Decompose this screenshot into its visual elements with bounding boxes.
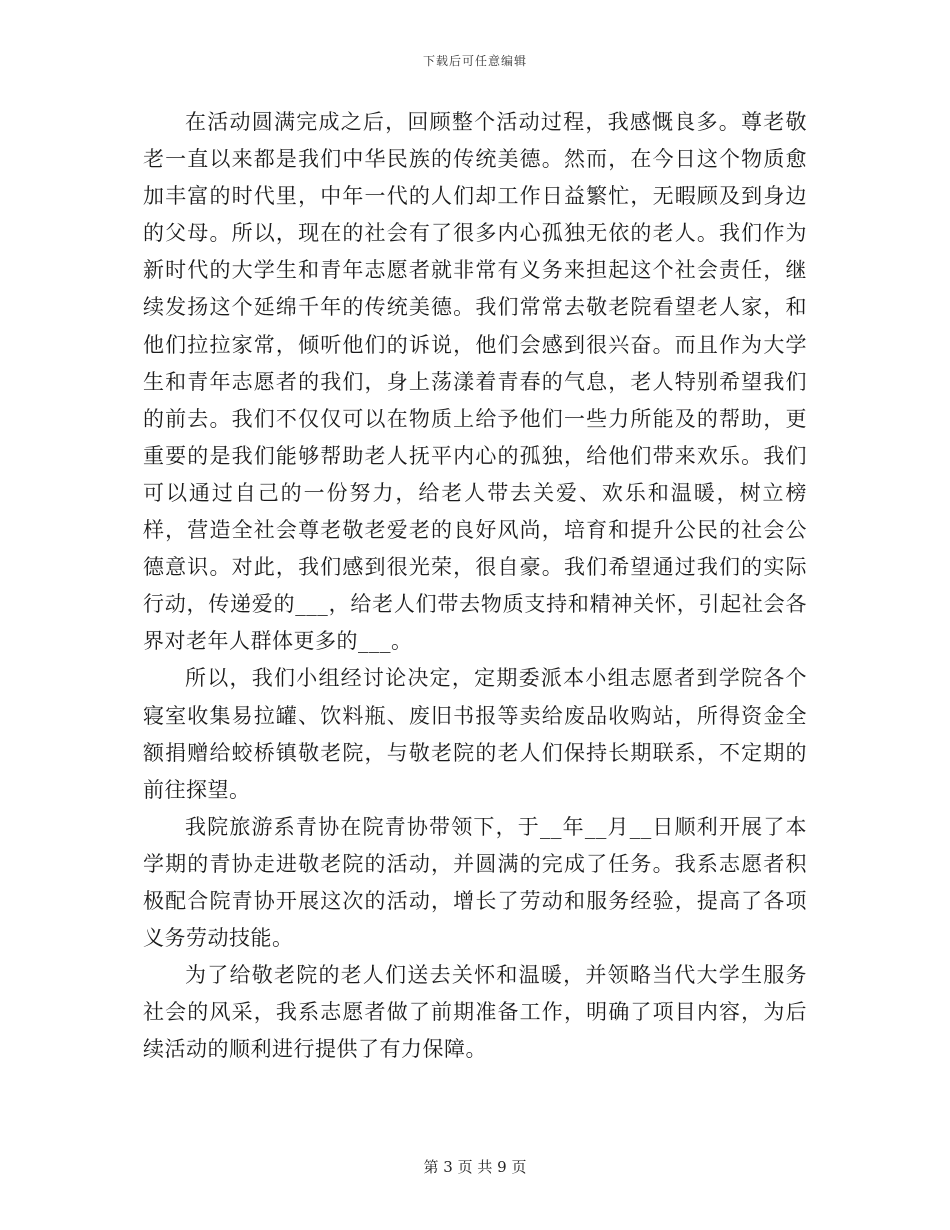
document-body <box>143 104 807 1068</box>
paragraph-reflection: 在活动圆满完成之后，回顾整个活动过程，我感慨良多。尊老敬老一直以来都是我们中华民族的传统美德。然而，在今日这个物质愈加丰富的时代里，中年一代的人们却工作日益繁忙，无暇顾及到身边的父母。所以，现在的社会有了很多内心孤独无依的老人。我们作为新时代的大学生和青年志愿者就非常有义务来担起这个社会责任，继续发扬这个延绵千年的传统美德。我们常常去敬老院看望老人家，和他们拉拉家常，倾听他们的诉说，他们会感到很兴奋。而且作为大学生和青年志愿者的我们，身上荡漾着青春的气息，老人特别希望我们的前去。我们不仅仅可以在物质上给予他们一些力所能及的帮助，更重要的是我们能够帮助老人抚平内心的孤独，给他们带来欢乐。我们可以通过自己的一份努力，给老人带去关爱、欢乐和温暖，树立榜样，营造全社会尊老敬老爱老的良好风尚，培育和提升公民的社会公德意识。对此，我们感到很光荣，很自豪。我们希望通过我们的实际行动，传递爱的___，给老人们带去物质支持和精神关怀，引起社会各界对老年人群体更多的___。 <box>143 110 807 654</box>
paragraph-group-decision: 所以，我们小组经讨论决定，定期委派本小组志愿者到学院各个寝室收集易拉罐、饮料瓶、废旧书报等卖给废品收购站，所得资金全额捐赠给蛟桥镇敬老院，与敬老院的老人们保持长期联系，不定期的前往探望。 <box>143 666 807 802</box>
page-number: 第 3 页 共 9 页 <box>423 1158 527 1176</box>
paragraph-activity-report: 我院旅游系青协在院青协带领下，于__年__月__日顺利开展了本学期的青协走进敬老院的活动，并圆满的完成了任务。我系志愿者积极配合院青协开展这次的活动，增长了劳动和服务经验，提高了各项义务劳动技能。 <box>143 814 807 951</box>
paragraph-preparation: 为了给敬老院的老人们送去关怀和温暖，并领略当代大学生服务社会的风采，我系志愿者做了前期准备工作，明确了项目内容，为后续活动的顺利进行提供了有力保障。 <box>143 963 807 1062</box>
page-header-note: 下载后可任意编辑 <box>422 54 527 68</box>
